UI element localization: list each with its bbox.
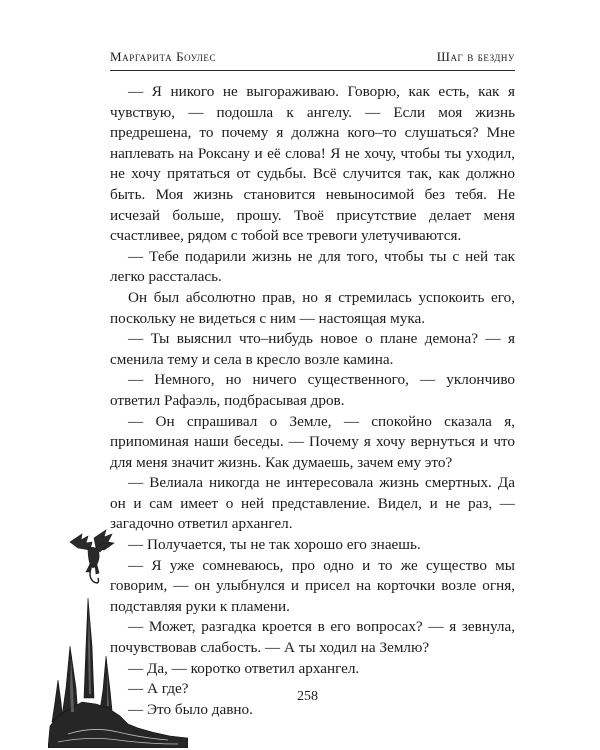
running-head-author: Маргарита Боулес <box>110 49 217 64</box>
paragraph: — Немного, но ничего существенного, — уклончиво ответил Рафаэль, подбрасывая дров. <box>110 371 515 409</box>
paragraph: — Велиала никогда не интересовала жизнь смертных. Да он и сам имеет о ней представление. Видел, и не раз, — загадочно ответил архангел. <box>110 474 515 533</box>
paragraph: — Ты выяснил что–нибудь новое о плане демона? — я сменила тему и села в кресло возле камина. <box>110 330 515 368</box>
paragraph: — Может, разгадка кроется в его вопросах? — я зевнула, почувствовав слабость. — А ты ходил на Землю? <box>110 618 515 657</box>
page-number: 258 <box>297 689 318 704</box>
paragraph: — А где? <box>128 680 189 698</box>
paragraph: — Это было давно. <box>128 700 253 718</box>
header-rule <box>110 70 515 71</box>
running-head <box>110 49 515 67</box>
paragraph: — Да, — коротко ответил архангел. <box>128 659 360 677</box>
paragraph: — Я никого не выгораживаю. Говорю, как есть, как я чувствую, — подошла к ангелу. — Если моя жизнь предрешена, то почему я должна кого–то слушаться? Мне наплевать на Роксану и её слова! Я не хочу, чтобы ты уходил, не хочу прятаться от судьбы. Всё случится так, как должно быть. Моя жизнь становится невыносимой без тебя. Не исчезай больше, прошу. Твоё присутствие делает меня счастливее, рядом с тобой все тревоги улетучиваются. <box>110 83 515 245</box>
castle-icon <box>48 598 188 748</box>
paragraph: — Получается, ты не так хорошо его знаешь. <box>128 536 421 554</box>
paragraph: — Я уже сомневаюсь, про одно и то же существо мы говорим, — он улыбнулся и присел на корточки возле огня, подставляя руки к пламени. <box>110 556 515 615</box>
paragraph: — Он спрашивал о Земле, — спокойно сказала я, припоминая наши беседы. — Почему я хочу вернуться и что для меня значит жизнь. Как думаешь, зачем ему это? <box>110 412 515 471</box>
paragraph: — Тебе подарили жизнь не для того, чтобы ты с ней так легко рассталась. <box>110 247 515 286</box>
dragon-icon <box>68 528 118 588</box>
running-head-title: Шаг в бездну <box>436 49 515 64</box>
paragraph: Он был абсолютно прав, но я стремилась успокоить его, поскольку не видеться с ним — настоящая мука. <box>110 288 515 327</box>
